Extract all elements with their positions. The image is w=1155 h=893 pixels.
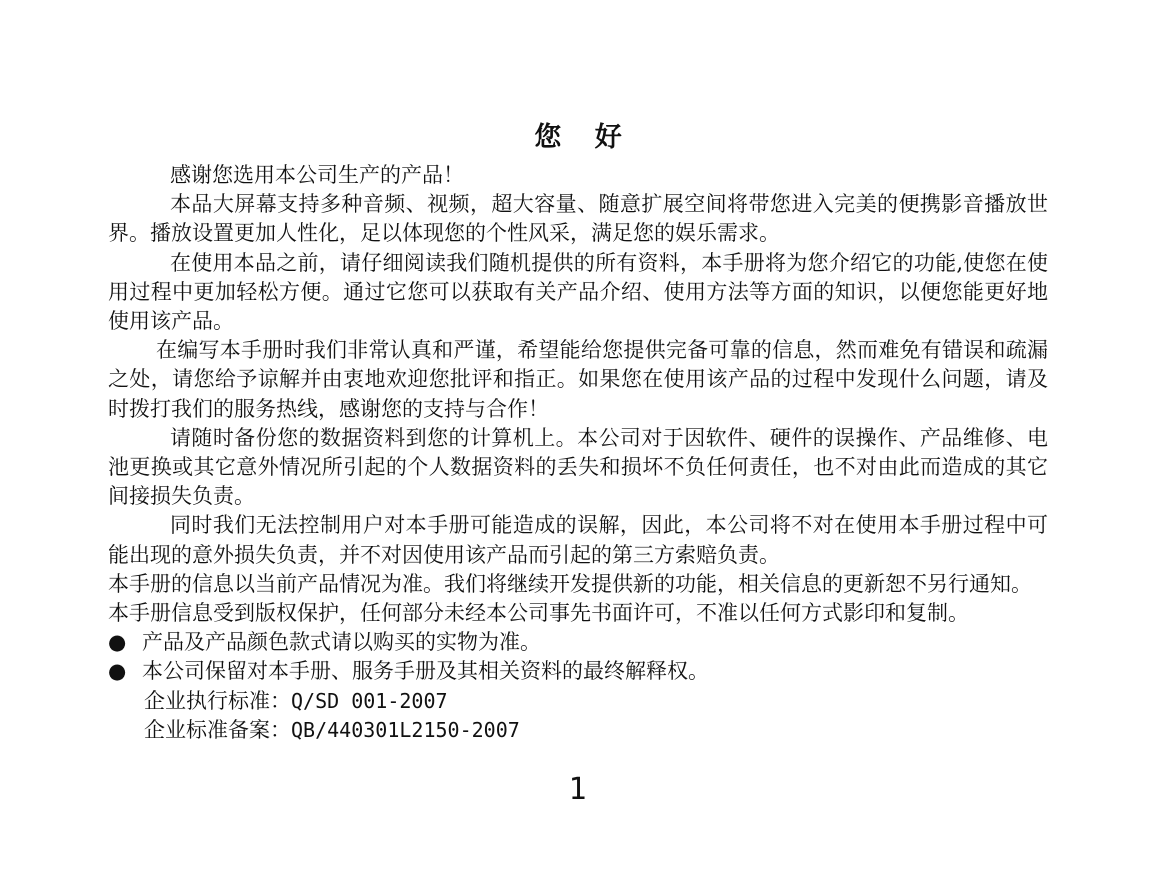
paragraph-feedback: 在编写本手册时我们非常认真和严谨，希望能给您提供完备可靠的信息，然而难免有错误和疏漏之处，请您给予谅解并由衷地欢迎您批评和指正。如果您在使用该产品的过程中发现什么问题，请及时拨打我们的服务热线，感谢您的支持与合作！ [108, 338, 1048, 421]
paragraph-info-update: 本手册的信息以当前产品情况为准。我们将继续开发提供新的功能，相关信息的更新恕不另行通知。 [108, 571, 1032, 596]
bullet-item [108, 628, 1048, 657]
standard-line-filing [108, 716, 1048, 745]
paragraph-thanks: 感谢您选用本公司生产的产品！ [170, 163, 464, 187]
paragraph-disclaimer: 同时我们无法控制用户对本手册可能造成的误解，因此，本公司将不对在使用本手册过程中可能出现的意外损失负责，并不对因使用该产品而引起的第三方索赔负责。 [108, 513, 1048, 567]
standard-code: QB/440301L2150-2007 [291, 717, 520, 742]
paragraph-copyright: 本手册信息受到版权保护，任何部分未经本公司事先书面许可，不准以任何方式影印和复制。 [108, 601, 969, 626]
standard-line-execution [108, 687, 1048, 716]
bullet-text: 产品及产品颜色款式请以购买的实物为准。 [142, 630, 541, 655]
bullet-icon: ● [108, 659, 127, 684]
bullet-text: 本公司保留对本手册、服务手册及其相关资料的最终解释权。 [142, 659, 709, 684]
paragraph-features: 本品大屏幕支持多种音频、视频，超大容量、随意扩展空间将带您进入完美的便携影音播放世界。播放设置更加人性化，足以体现您的个性风采，满足您的娱乐需求。 [108, 192, 1048, 246]
paragraph-backup: 请随时备份您的数据资料到您的计算机上。本公司对于因软件、硬件的误操作、产品维修、电池更换或其它意外情况所引起的个人数据资料的丢失和损坏不负任何责任，也不对由此而造成的其它间接损失负责。 [108, 425, 1048, 509]
standard-code: Q/SD 001-2007 [291, 688, 448, 713]
bullet-icon: ● [108, 630, 127, 655]
page-title: 您 好 [534, 122, 634, 153]
paragraph-read-manual: 在使用本品之前，请仔细阅读我们随机提供的所有资料，本手册将为您介绍它的功能,使您在使用过程中更加轻松方便。通过它您可以获取有关产品介绍、使用方法等方面的知识，以便您能更好地使用该产品。 [108, 250, 1048, 334]
standard-label: 企业执行标准： [144, 688, 291, 713]
manual-page [108, 118, 1048, 745]
bullet-item [108, 657, 1048, 686]
standard-label: 企业标准备案： [144, 717, 291, 742]
page-number: 1 [568, 772, 587, 807]
